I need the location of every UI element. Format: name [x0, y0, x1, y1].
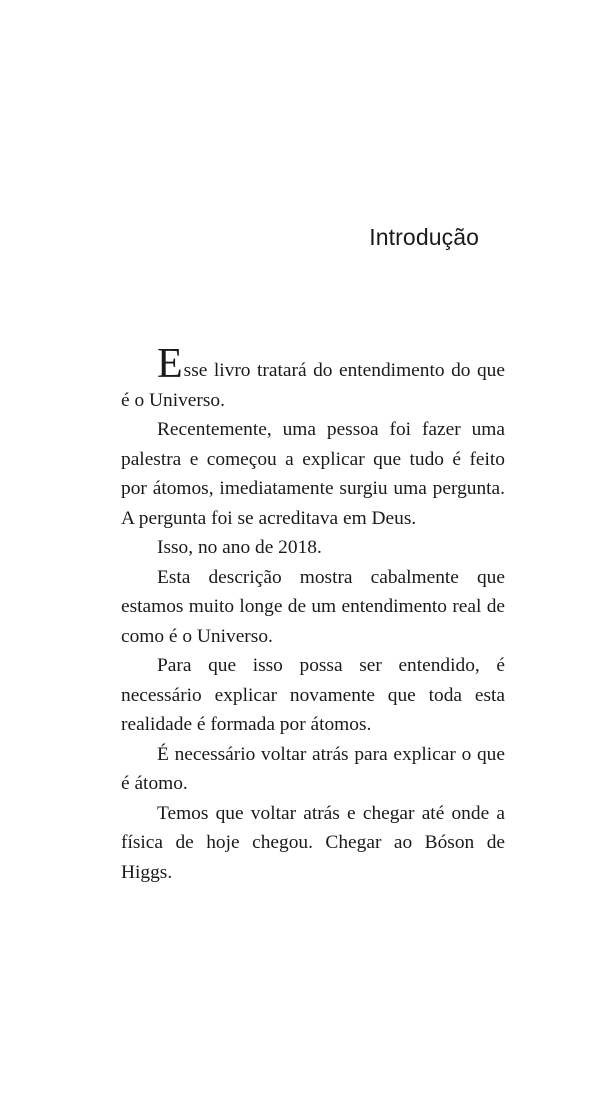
paragraph-4: Esta descrição mostra cabalmente que estamos muito longe de um entendimento real de como é o Universo. — [121, 566, 505, 647]
drop-initial: E — [157, 341, 183, 387]
paragraph-5: Para que isso possa ser entendido, é necessário explicar novamente que toda esta realidade é formada por átomos. — [121, 655, 505, 735]
paragraph-1 — [121, 341, 505, 415]
paragraph-6: É necessário voltar atrás para explicar o que é átomo. — [121, 743, 505, 794]
chapter-body — [121, 341, 505, 887]
chapter-title: Introdução — [369, 224, 479, 250]
paragraph-2: Recentemente, uma pessoa foi fazer uma palestra e começou a explicar que tudo é feito por átomos, imediatamente surgiu uma pergunta. A pergunta foi se acreditava em Deus. — [121, 419, 505, 529]
paragraph-3: Isso, no ano de 2018. — [157, 537, 322, 558]
paragraph-7: Temos que voltar atrás e chegar até onde a física de hoje chegou. Chegar ao Bóson de Higgs. — [121, 802, 505, 883]
paragraph-1-text: sse livro tratará do entendimento do que é o Universo. — [121, 360, 505, 411]
